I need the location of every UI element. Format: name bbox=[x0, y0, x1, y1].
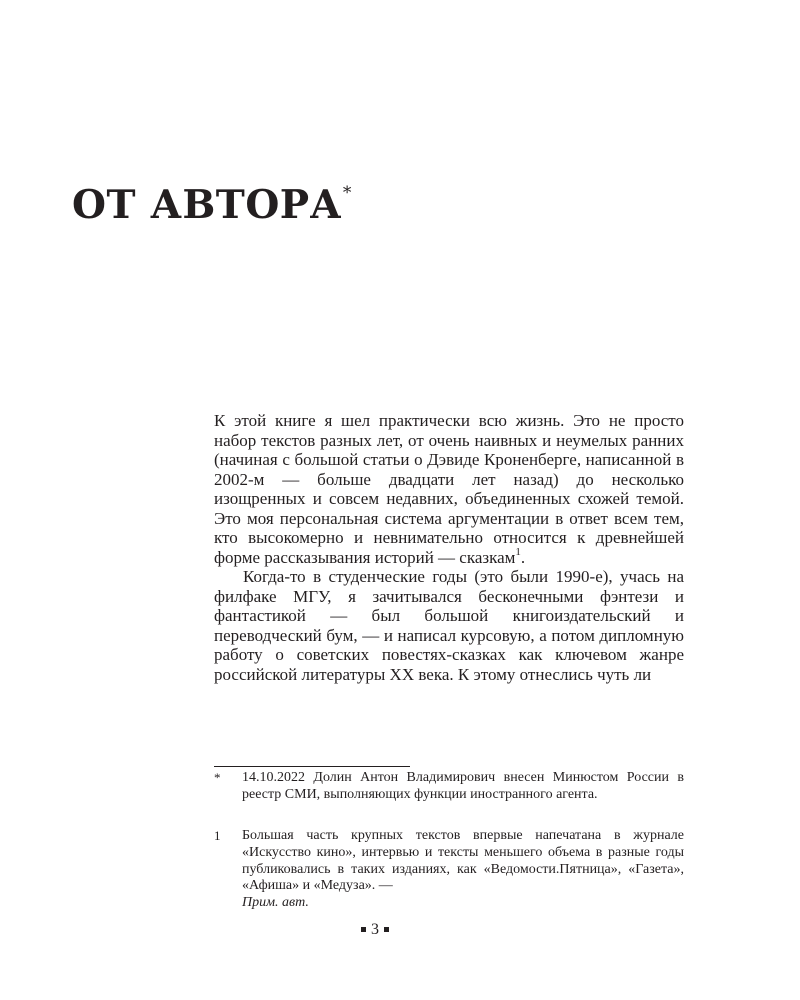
chapter-title bbox=[72, 182, 352, 228]
footnote-reference-1: 1 bbox=[515, 545, 521, 558]
main-text bbox=[214, 411, 684, 684]
paragraph-2-text: Когда-то в студенческие годы (это были 1990-е), учась на филфаке МГУ, я зачитывался бесконечными фэнтези и фантастикой — был большой книгоиздательский и переводческий бум, — и написал курсовую, а потом дипломную работу о советских повестях-сказках как ключевом жанре российской литературы XX века. К этому отнеслись чуть ли bbox=[214, 567, 684, 684]
footnote-author-note: Прим. авт. bbox=[242, 895, 309, 911]
paragraph-1-text: К этой книге я шел практически всю жизнь. Это не просто набор текстов разных лет, от очень наивных и неумелых ранних (начиная с большой статьи о Дэвиде Кроненберге, написанной в 2002-м — больше двадцати лет назад) до несколько изощренных и совсем недавних, объединенных схожей темой. Это моя персональная система аргументации в ответ всем тем, кто высокомерно и невнимательно относится к древнейшей форме рассказывания историй — сказкам bbox=[214, 411, 684, 567]
chapter-title-text: ОТ АВТОРА bbox=[72, 182, 342, 228]
footnote-text bbox=[242, 828, 684, 912]
body-paragraph bbox=[214, 567, 684, 684]
footnote-agent-notice bbox=[214, 770, 684, 804]
page-number bbox=[0, 921, 750, 939]
footnote-marker: 1 bbox=[214, 828, 221, 843]
page-number-value: 3 bbox=[371, 921, 379, 938]
footnote-divider bbox=[214, 766, 410, 767]
body-paragraph bbox=[214, 411, 684, 567]
page-number-left-square bbox=[361, 927, 366, 932]
paragraph-1-end: . bbox=[520, 547, 526, 567]
footnote-1 bbox=[214, 828, 684, 912]
footnote-text-main: Большая часть крупных текстов впервые напечатана в журнале «Искусство кино», интервью и тексты меньшего объема в разные годы публиковались в таких изданиях, как «Ведомости.Пятница», «Газета», «Афиша» и «Медуза». — bbox=[242, 828, 684, 894]
footnote-marker: * bbox=[214, 770, 221, 785]
title-footnote-marker: * bbox=[342, 183, 352, 203]
footnote-text: 14.10.2022 Долин Антон Владимирович внесен Минюстом России в реестр СМИ, выполняющих функции иностранного агента. bbox=[242, 770, 684, 802]
page-number-right-square bbox=[384, 927, 389, 932]
